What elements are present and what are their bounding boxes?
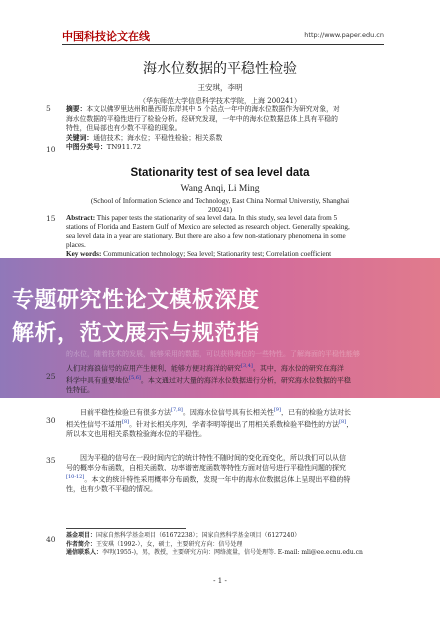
text-run: 。其中，海水位的研究在海洋 (252, 364, 344, 373)
abstract-line: stations of Florida and Eastern Gulf of Mexico are selected as research object. Generally speaking, (66, 223, 350, 231)
abstract-line: places. (66, 241, 86, 249)
text-run: 。本文通过对大量的海洋水位数据进行分析，研究海水位数据的平稳 (140, 376, 351, 385)
citation-ref[interactable]: [8] (339, 418, 347, 425)
line-number: 15 (46, 214, 56, 223)
body-paragraph-2 (66, 406, 384, 439)
footnote-label: 通信联系人： (66, 549, 103, 556)
line-number: 10 (46, 145, 56, 154)
english-authors: Wang Anqi, Li Ming (180, 184, 260, 194)
text-run: 目前平稳性检验已有很多方法 (80, 408, 171, 417)
promo-banner-title[interactable] (12, 284, 432, 350)
english-title: Stationarity test of sea level data (130, 167, 310, 179)
text-run: 因为平稳的信号在一段时间内它的统计特性不随时间的变化而变化，所以我们可以从信 (80, 454, 346, 462)
body-paragraph-3 (66, 454, 384, 494)
citation-ref[interactable]: [5,6] (129, 374, 141, 381)
line-number: 5 (46, 104, 51, 113)
keywords-en: Communication technology; Sea level; Stationarity test; Correlation coefficient (101, 250, 332, 258)
text-run: ， (346, 420, 354, 429)
chinese-title: 海水位数据的平稳性检验 (143, 61, 297, 77)
text-run: 性特征。 (66, 385, 94, 394)
banner-line: 专题研究性论文模板深度 (12, 288, 260, 313)
line-number: 30 (46, 416, 56, 425)
clc-label: 中图分类号： (66, 143, 107, 151)
footnote-text: 李明(1955-)，男，教授，主要研究方向：网络流量，信号处理等. E-mail: mli@ee.ecnu.edu.cn (102, 549, 363, 556)
text-run: 相关性信号不适用 (66, 420, 122, 429)
text-run: 科学中具有重要地位 (66, 376, 129, 385)
footnote-text: 国家自然科学基金项目（61672238）；国家自然科学基金项目（6127240） (96, 532, 301, 539)
site-url[interactable]: http://www.paper.edu.cn (304, 31, 384, 39)
site-logo[interactable]: 中国科技论文在线 (62, 30, 150, 43)
header-divider (62, 44, 384, 45)
line-number: 35 (46, 456, 56, 465)
clc-number: TN911.72 (106, 143, 142, 151)
footnote-divider (66, 528, 186, 529)
english-affiliation (80, 197, 360, 215)
footnote-label: 作者简介： (66, 540, 97, 548)
text-run: 。针对长相关序列，学者李明等提出了用相关系数检验平稳性的方法 (129, 420, 340, 429)
footnote-text: 王安琪（1992-），女，硕士，主要研究方向：信号处理 (96, 540, 243, 548)
chinese-affiliation: （华东师范大学信息科学技术学院，上海 200241） (139, 97, 301, 105)
chinese-authors: 王安琪，李明 (197, 83, 243, 92)
abstract-line: This paper tests the stationarity of sea level data. In this study, sea level data from 5 (95, 214, 338, 222)
english-abstract (66, 214, 384, 259)
footnotes (66, 532, 386, 558)
line-number: 40 (46, 535, 56, 544)
text-run: 。本文的统计特性采用概率分布函数，发现一年中的海水位数据总体上呈现出平稳的特 (84, 475, 351, 484)
footnote-label: 基金项目： (66, 532, 97, 539)
abstract-line: sea level data in a year are stationary. But there are also a few non-stationary phenomena in some (66, 232, 346, 240)
body-paragraph-1 (66, 362, 384, 395)
text-run: 性，也有少数不平稳的情况。 (66, 484, 157, 493)
citation-ref[interactable]: [3,4] (241, 363, 253, 369)
page-header (62, 28, 384, 42)
faded-body-line: 的水位，随着技术的发展，能够采用的数据，可以获得海位的一些特性。了解海面的平稳性能够 (66, 350, 360, 358)
affiliation-line: 200241) (208, 206, 232, 214)
abstract-label: 摘要： (66, 105, 87, 113)
abstract-line: 海水位数据的平稳性进行了检验分析。经研究发现，一年中的海水位数据总体上具有平稳的 (66, 114, 338, 123)
text-run: 。因海水位信号具有长相关性 (182, 408, 274, 417)
page-number: - 1 - (213, 577, 227, 585)
text-run: 人们对海浪信号的应用产生便利，能够方便对海洋的研究 (66, 364, 241, 373)
affiliation-line: (School of Information Science and Technology, East China Normal Universtiy, Shanghai (90, 197, 350, 205)
keywords-en-label: Key words: (66, 250, 102, 258)
citation-ref[interactable]: [9] (273, 407, 281, 413)
citation-ref[interactable]: [10-12] (66, 474, 85, 480)
banner-line: 解析，范文展示与规范指 (12, 321, 260, 346)
chinese-abstract (66, 105, 384, 153)
text-run: ，已有的检验方法对长 (280, 408, 351, 417)
text-run: 号的概率分布函数，自相关函数、功率谱密度函数等特性方面对信号进行平稳性问题的探究 (66, 463, 346, 472)
abstract-line: 特性，但局部也有少数不平稳的现象。 (66, 124, 182, 132)
text-run: 所以本文也用相关系数检验海水位的平稳性。 (66, 429, 206, 438)
keywords: 通信技术；海水位；平稳性检验；相关系数 (93, 133, 223, 142)
citation-ref[interactable]: [7,8] (171, 407, 183, 413)
abstract-line: 本文以佛罗里达州和墨西哥东岸其中 5 个站点一年中的海水位数据作为研究对象，对 (86, 105, 340, 113)
abstract-en-label: Abstract: (66, 214, 96, 222)
line-number: 25 (46, 372, 56, 381)
keywords-label: 关键词： (66, 133, 94, 142)
citation-ref[interactable]: [8] (122, 418, 130, 425)
